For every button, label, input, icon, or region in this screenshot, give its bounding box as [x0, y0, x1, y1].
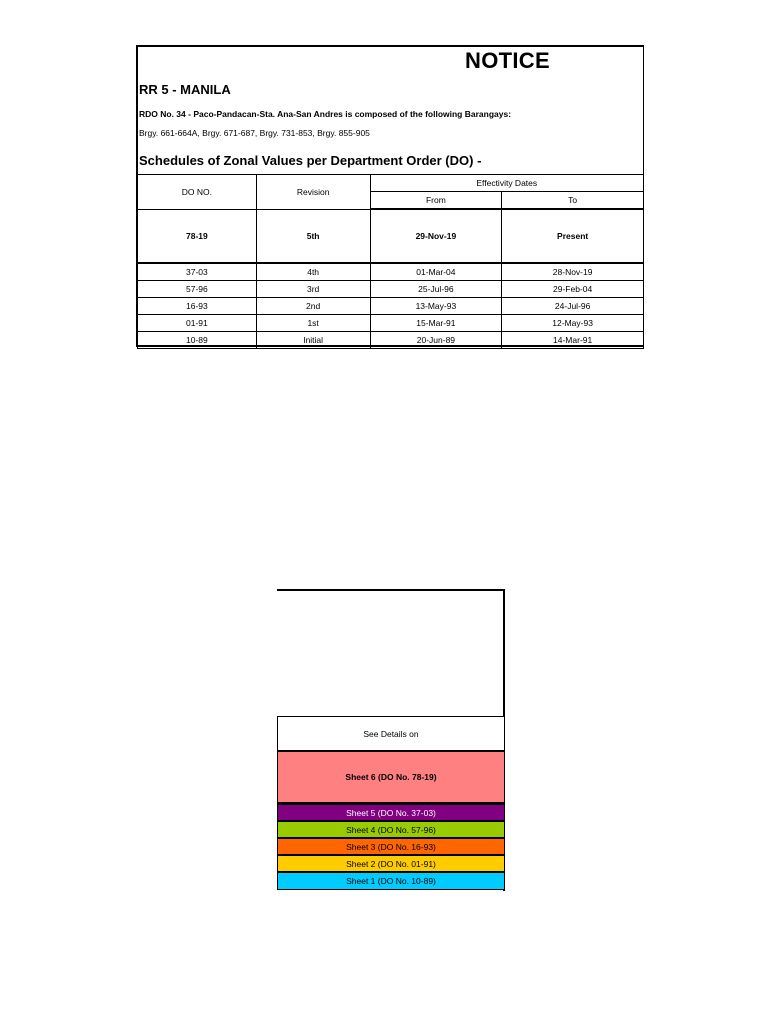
- cell-from: 01-Mar-04: [370, 263, 502, 281]
- sheet-2-link[interactable]: Sheet 2 (DO No. 01-91): [277, 855, 505, 872]
- cell-from: 13-May-93: [370, 298, 502, 315]
- table-row: [138, 281, 644, 298]
- cell-do-no: 01-91: [138, 315, 257, 332]
- cell-to: 28-Nov-19: [502, 263, 644, 281]
- cell-do-no: 10-89: [138, 332, 257, 349]
- table-row: [138, 298, 644, 315]
- cell-from: 20-Jun-89: [370, 332, 502, 349]
- cell-from: 29-Nov-19: [370, 209, 502, 263]
- cell-revision: 4th: [256, 263, 370, 281]
- cell-do-no: 16-93: [138, 298, 257, 315]
- cell-from: 15-Mar-91: [370, 315, 502, 332]
- header-from: From: [370, 192, 502, 210]
- do-schedule-table: [137, 174, 644, 349]
- cell-revision: 1st: [256, 315, 370, 332]
- cell-do-no: 37-03: [138, 263, 257, 281]
- cell-to: 12-May-93: [502, 315, 644, 332]
- cell-revision: 2nd: [256, 298, 370, 315]
- sheet-3-link[interactable]: Sheet 3 (DO No. 16-93): [277, 838, 505, 855]
- table-row: [138, 263, 644, 281]
- notice-title: NOTICE: [465, 48, 550, 73]
- table-row: [138, 332, 644, 349]
- sheet-6-link[interactable]: Sheet 6 (DO No. 78-19): [277, 751, 505, 804]
- rdo-description: [139, 109, 511, 119]
- sheet-5-link[interactable]: Sheet 5 (DO No. 37-03): [277, 804, 505, 821]
- cell-do-no: 57-96: [138, 281, 257, 298]
- rdo-number: RDO No. 34: [139, 109, 186, 119]
- header-do-no: DO NO.: [138, 175, 257, 210]
- cell-to: 14-Mar-91: [502, 332, 644, 349]
- table-row: [138, 315, 644, 332]
- see-details-label: See Details on: [277, 716, 505, 751]
- barangay-list: Brgy. 661-664A, Brgy. 671-687, Brgy. 731-853, Brgy. 855-905: [139, 128, 370, 138]
- cell-to: 24-Jul-96: [502, 298, 644, 315]
- cell-to: 29-Feb-04: [502, 281, 644, 298]
- header-revision: Revision: [256, 175, 370, 210]
- cell-from: 25-Jul-96: [370, 281, 502, 298]
- header-to: To: [502, 192, 644, 210]
- cell-revision: 5th: [256, 209, 370, 263]
- region-label: RR 5 - MANILA: [139, 82, 231, 97]
- sheet-1-link[interactable]: Sheet 1 (DO No. 10-89): [277, 872, 505, 890]
- rdo-description-text: - Paco-Pandacan-Sta. Ana-San Andres is composed of the following Barangays:: [185, 109, 512, 119]
- cell-do-no: 78-19: [138, 209, 257, 263]
- table-row-current: [138, 209, 644, 263]
- cell-revision: 3rd: [256, 281, 370, 298]
- header-effectivity-dates: Effectivity Dates: [370, 175, 643, 192]
- cell-revision: Initial: [256, 332, 370, 349]
- sheet-4-link[interactable]: Sheet 4 (DO No. 57-96): [277, 821, 505, 838]
- cell-to: Present: [502, 209, 644, 263]
- schedules-heading: Schedules of Zonal Values per Department Order (DO) -: [139, 153, 482, 168]
